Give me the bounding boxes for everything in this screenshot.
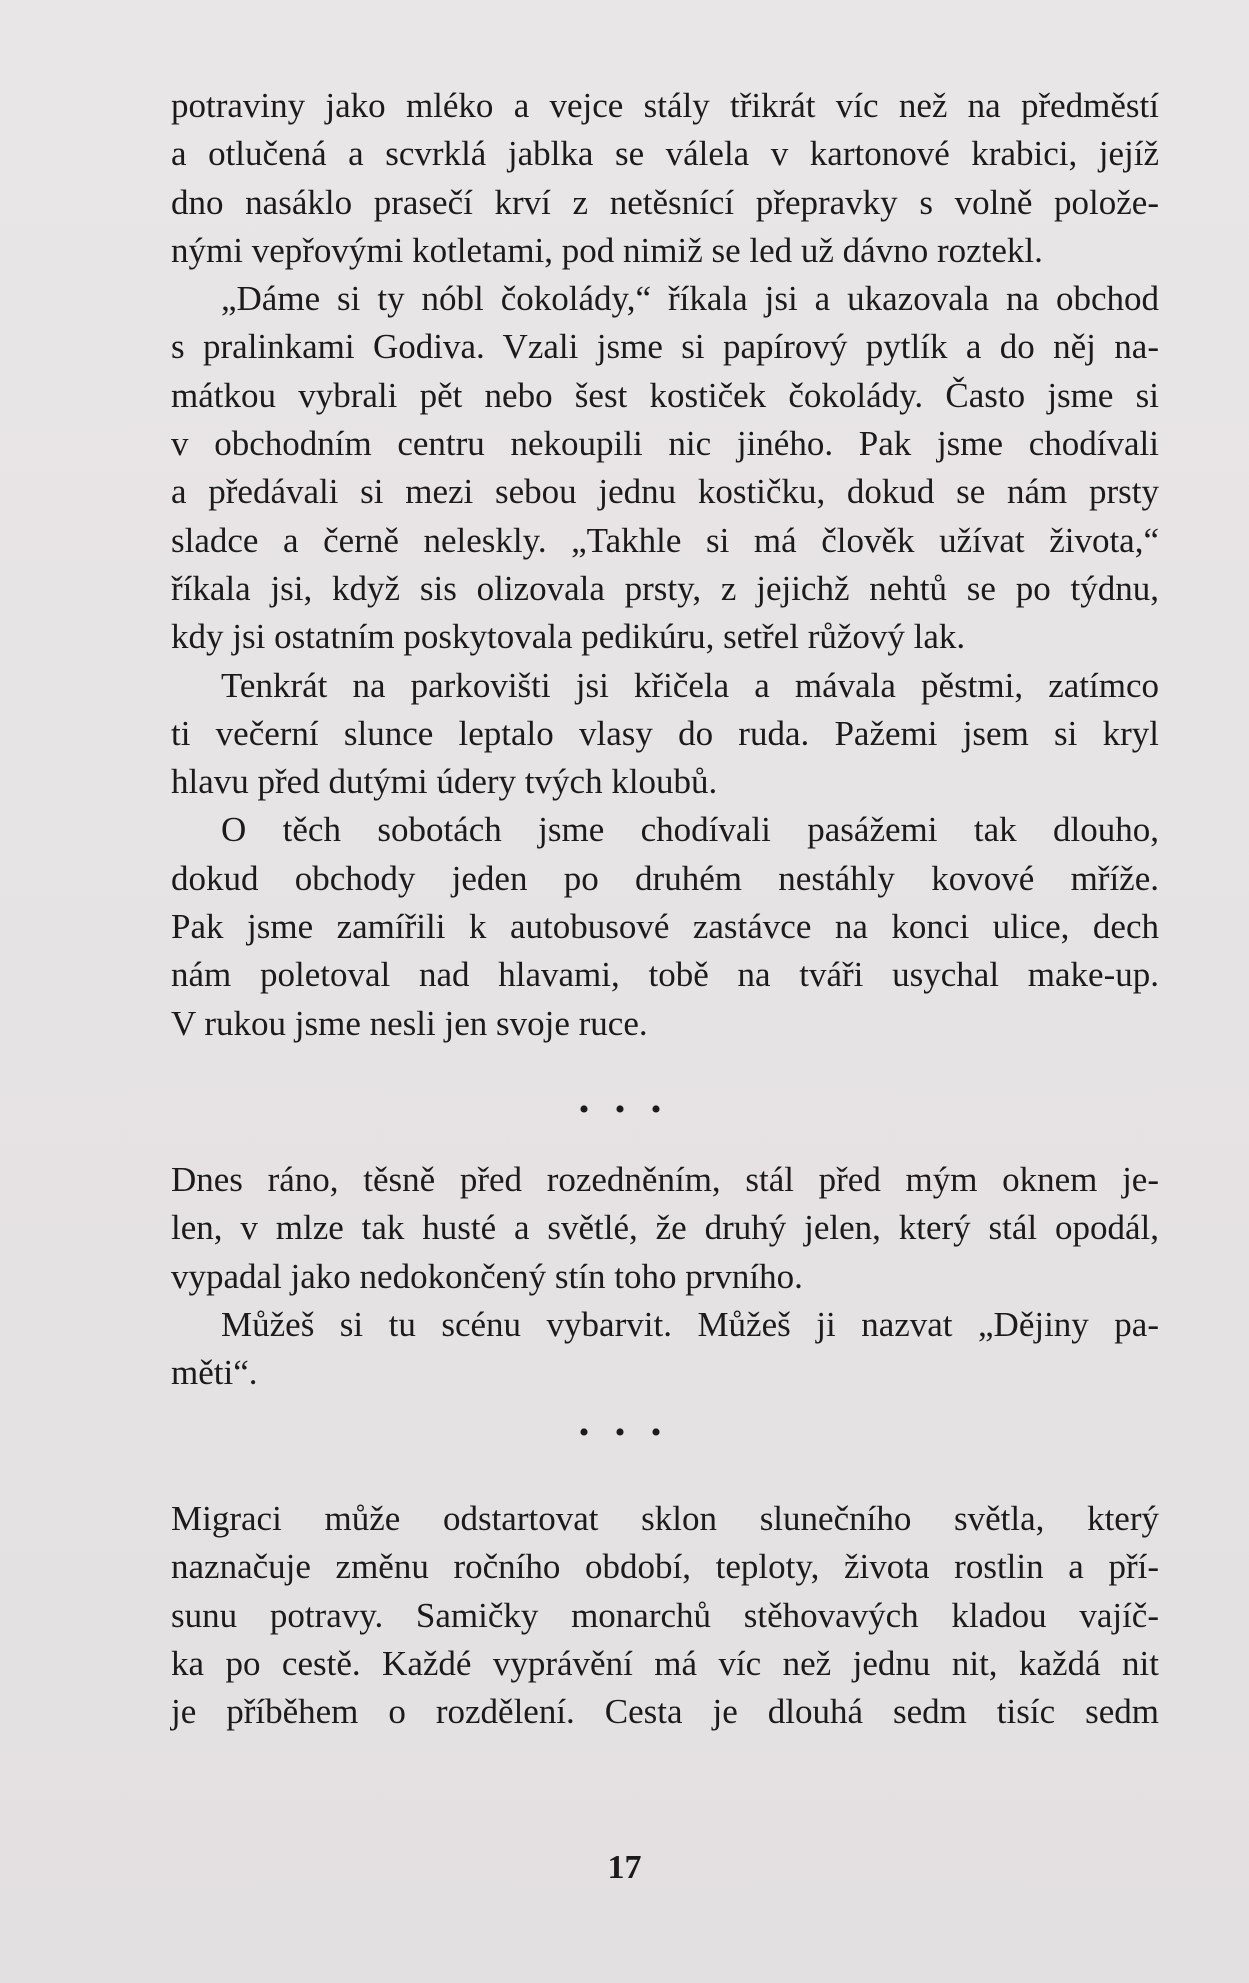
text-line: nými vepřovými kotletami, pod nimiž se led už dávno roztekl. xyxy=(171,230,1043,270)
text-line: Migraci může odstartovat sklon slunečního světla, který xyxy=(171,1499,1159,1538)
text-line: s pralinkami Godiva. Vzali jsme si papírový pytlík a do něj na- xyxy=(171,327,1159,367)
text-line: a otlučená a scvrklá jablka se válela v kartonové krabici, jejíž xyxy=(171,134,1159,174)
text-line: a předávali si mezi sebou jednu kostičku, dokud se nám prsty xyxy=(171,472,1159,512)
text-line: len, v mlze tak husté a světlé, že druhý jelen, který stál opodál, xyxy=(171,1208,1159,1248)
text-line: „Dáme si ty nóbl čokolády,“ říkala jsi a ukazovala na obchod xyxy=(221,279,1159,319)
section-3-text xyxy=(171,1495,1159,1736)
text-line: nám poletoval nad hlavami, tobě na tváři usychal make-up. xyxy=(171,955,1159,995)
page-number: 17 xyxy=(607,1849,642,1886)
text-line: Můžeš si tu scénu vybarvit. Můžeš ji nazvat „Dějiny pa- xyxy=(221,1304,1159,1344)
text-line: sunu potravy. Samičky monarchů stěhovavých kladou vajíč- xyxy=(171,1595,1159,1635)
text-line: ka po cestě. Každé vyprávění má víc než jednu nit, každá nit xyxy=(171,1643,1159,1683)
text-line: měti“. xyxy=(171,1353,258,1393)
section-1-text xyxy=(171,82,1159,1048)
section-separator: • • • xyxy=(578,1093,671,1126)
section-separator: • • • xyxy=(578,1416,671,1449)
text-line: je příběhem o rozdělení. Cesta je dlouhá sedm tisíc sedm xyxy=(171,1692,1159,1732)
text-line: říkala jsi, když sis olizovala prsty, z jejichž nehtů se po týdnu, xyxy=(171,568,1159,608)
section-2-text xyxy=(171,1156,1159,1397)
text-line: Tenkrát na parkovišti jsi křičela a mávala pěstmi, zatímco xyxy=(221,665,1159,705)
text-line: dno nasáklo prasečí krví z netěsnící přepravky s volně polože- xyxy=(171,182,1159,222)
text-line: Dnes ráno, těsně před rozedněním, stál před mým oknem je- xyxy=(171,1160,1159,1199)
text-line: potraviny jako mléko a vejce stály třikrát víc než na předměstí xyxy=(171,86,1159,125)
text-line: naznačuje změnu ročního období, teploty, života rostlin a pří- xyxy=(171,1547,1159,1587)
text-line: O těch sobotách jsme chodívali pasážemi tak dlouho, xyxy=(221,810,1159,850)
text-line: sladce a černě neleskly. „Takhle si má člověk užívat života,“ xyxy=(171,520,1159,560)
text-line: dokud obchody jeden po druhém nestáhly kovové mříže. xyxy=(171,858,1159,898)
text-line: kdy jsi ostatním poskytovala pedikúru, setřel růžový lak. xyxy=(171,617,966,657)
text-line: v obchodním centru nekoupili nic jiného. Pak jsme chodívali xyxy=(171,424,1159,464)
text-line: ti večerní slunce leptalo vlasy do ruda. Pažemi jsem si kryl xyxy=(171,713,1159,753)
text-line: V rukou jsme nesli jen svoje ruce. xyxy=(171,1003,648,1043)
text-line: Pak jsme zamířili k autobusové zastávce na konci ulice, dech xyxy=(171,907,1159,947)
text-line: vypadal jako nedokončený stín toho prvního. xyxy=(171,1256,803,1296)
text-line: mátkou vybrali pět nebo šest kostiček čokolády. Často jsme si xyxy=(171,375,1159,415)
text-line: hlavu před dutými údery tvých kloubů. xyxy=(171,762,718,802)
